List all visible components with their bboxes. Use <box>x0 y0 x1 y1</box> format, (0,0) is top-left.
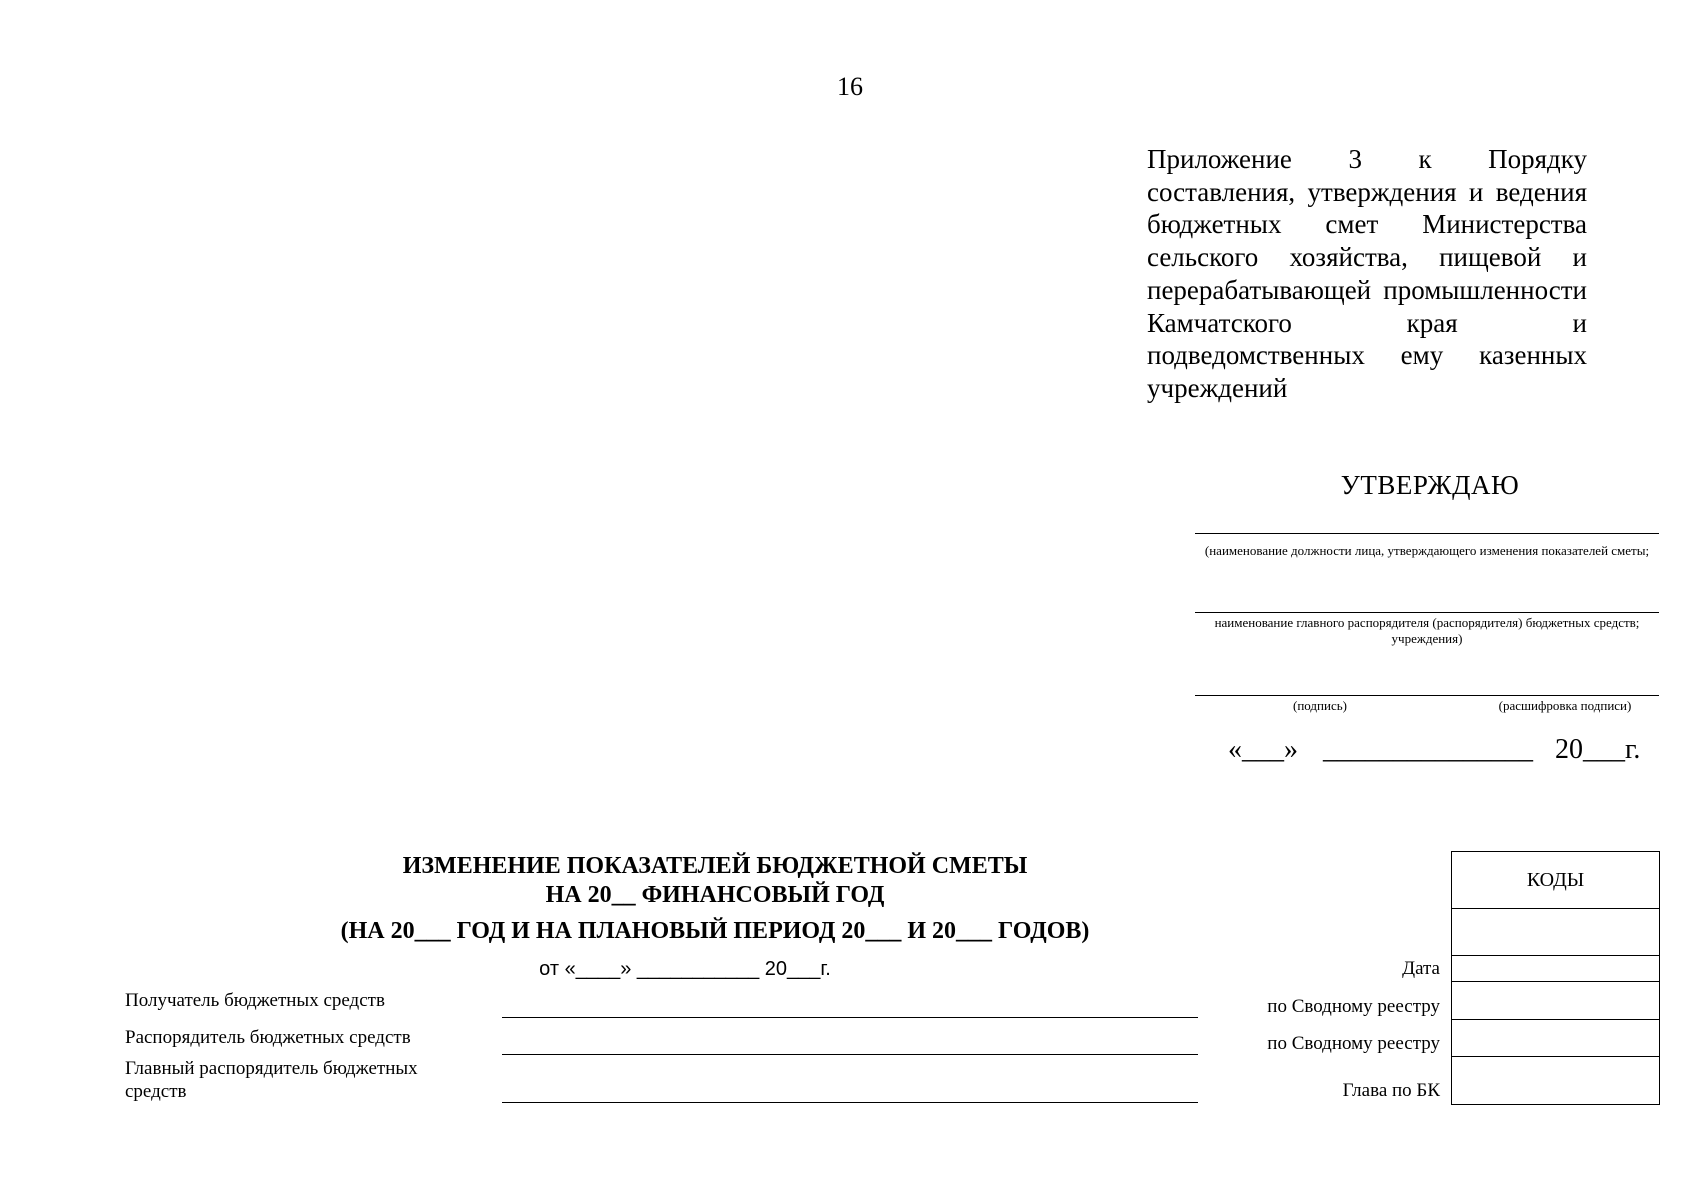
field-label-recipient: Получатель бюджетных средств <box>125 990 385 1011</box>
field-line-chief-manager <box>502 1102 1198 1103</box>
document-title-line2: НА 20__ ФИНАНСОВЫЙ ГОД <box>545 882 885 908</box>
approval-date-month: _______________ <box>1323 734 1533 765</box>
approval-title: УТВЕРЖДАЮ <box>1340 470 1520 500</box>
codes-cell-blank <box>1452 909 1660 956</box>
organization-line <box>1195 612 1659 613</box>
codes-label-date: Дата <box>1402 958 1440 979</box>
document-title-line1: ИЗМЕНЕНИЕ ПОКАЗАТЕЛЕЙ БЮДЖЕТНОЙ СМЕТЫ <box>402 853 1028 879</box>
codes-table <box>1451 851 1660 1104</box>
field-line-recipient <box>502 1017 1198 1018</box>
codes-cell-registry-1 <box>1452 982 1660 1020</box>
approval-date-year: 20___г. <box>1555 734 1641 765</box>
signature-caption: (подпись) <box>1293 698 1347 713</box>
codes-label-chapter: Глава по БК <box>1342 1080 1440 1101</box>
codes-cell-date <box>1452 956 1660 982</box>
field-label-chief-manager: Главный распорядитель бюджетных средств <box>125 1058 418 1102</box>
field-label-manager: Распорядитель бюджетных средств <box>125 1027 411 1048</box>
approver-position-caption: (наименование должности лица, утверждающего изменения показателей сметы; <box>1204 543 1650 558</box>
approval-date-day: «___» <box>1228 734 1298 765</box>
signature-line <box>1195 695 1659 696</box>
document-title <box>290 852 1140 910</box>
codes-label-registry-1: по Сводному реестру <box>1267 996 1440 1017</box>
organization-caption: наименование главного распорядителя (распорядителя) бюджетных средств; учреждения) <box>1214 615 1640 646</box>
signature-decode-caption: (расшифровка подписи) <box>1498 698 1632 713</box>
codes-cell-chapter <box>1452 1057 1660 1105</box>
document-from-date: от «____» ___________ 20___г. <box>539 958 831 980</box>
document-subtitle: (НА 20___ ГОД И НА ПЛАНОВЫЙ ПЕРИОД 20___ И 20___ ГОДОВ) <box>340 918 1090 944</box>
codes-label-registry-2: по Сводному реестру <box>1267 1033 1440 1054</box>
appendix-note: Приложение 3 к Порядку составления, утверждения и ведения бюджетных смет Министерства сельского хозяйства, пищевой и перерабатывающей промышленности Камчатского края и подведомственных ему казенных учреждений <box>1147 144 1587 403</box>
approver-position-line <box>1195 533 1659 534</box>
field-line-manager <box>502 1054 1198 1055</box>
page-number: 16 <box>837 72 863 101</box>
codes-cell-registry-2 <box>1452 1020 1660 1057</box>
codes-header: КОДЫ <box>1452 852 1660 909</box>
